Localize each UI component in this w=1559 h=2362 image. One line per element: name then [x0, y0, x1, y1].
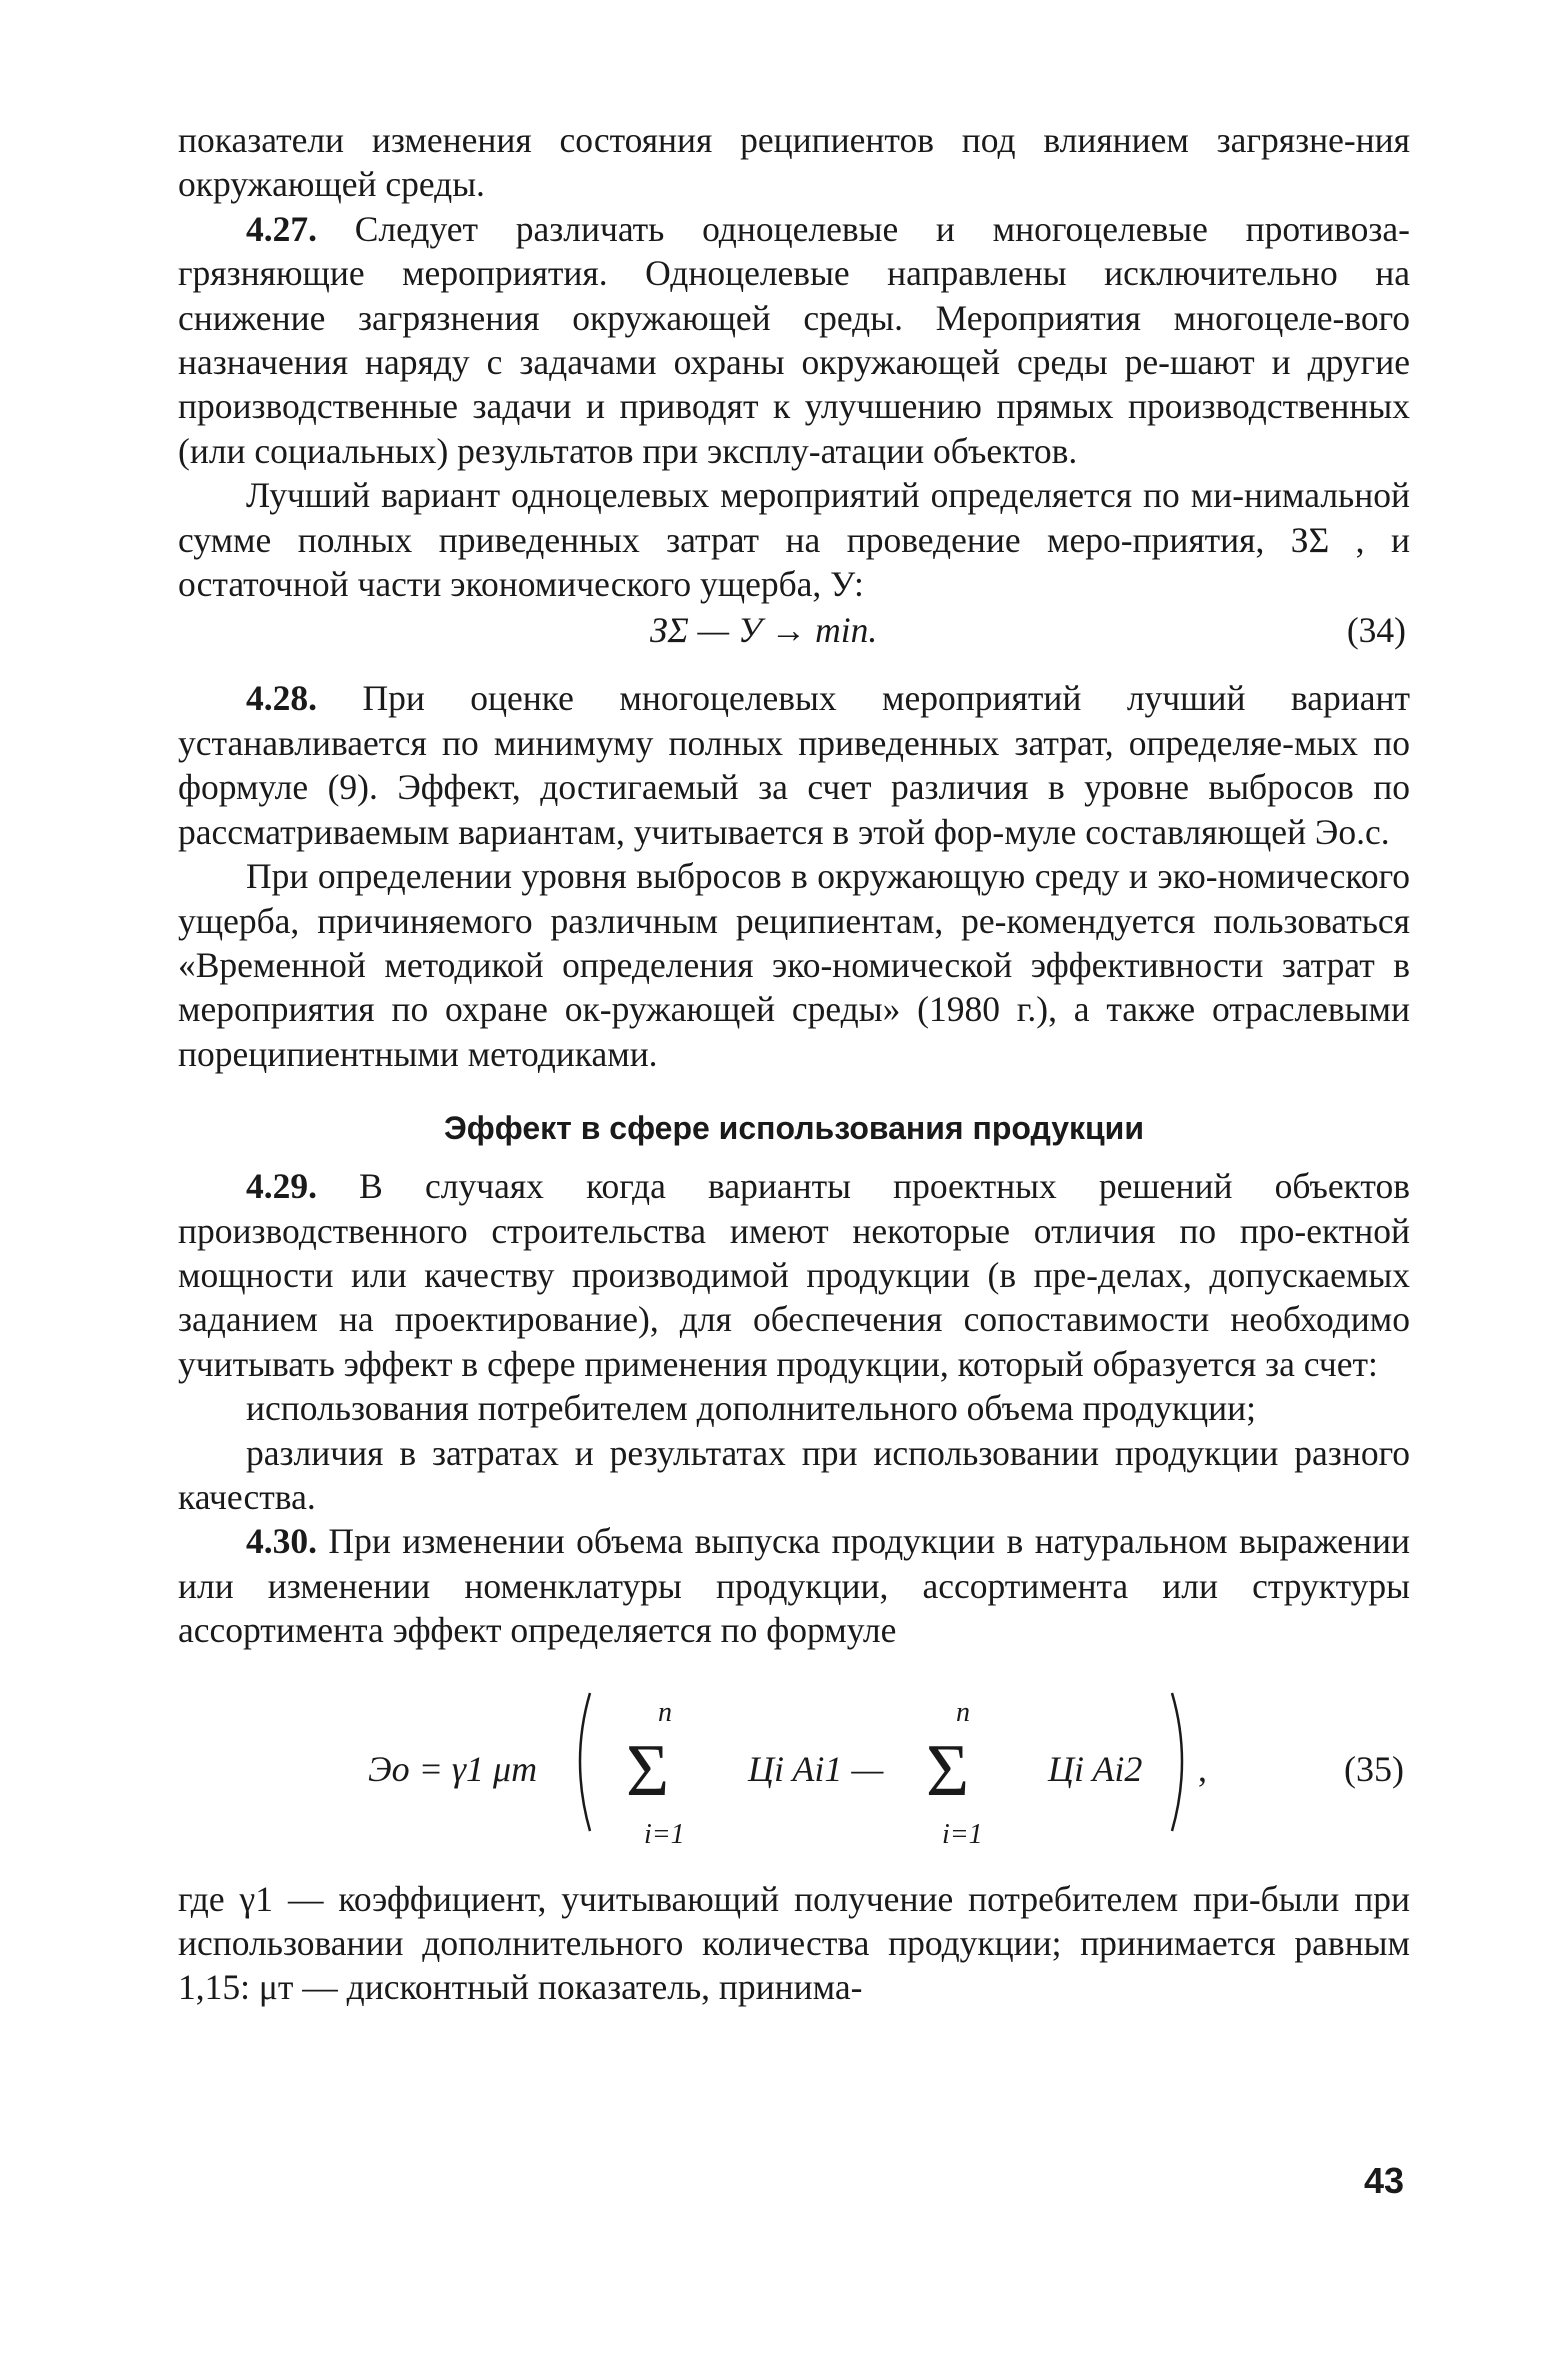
page-number: 43 — [1364, 2160, 1405, 2201]
section-number: 4.28. — [246, 678, 317, 719]
sum2-sigma: Σ — [926, 1729, 970, 1812]
sum1-lower-limit: i=1 — [644, 1818, 685, 1850]
section-4-28 — [178, 676, 1410, 854]
best-variant-paragraph: Лучший вариант одноцелевых мероприятий определяется по ми-нимальной сумме полных приведенных затрат на проведение меро-приятия, ЗΣ , и остаточной части экономического ущерба, У: — [178, 475, 1410, 605]
text-column — [178, 118, 1410, 2010]
formula-34 — [178, 608, 1410, 654]
section-number: 4.27. — [246, 208, 317, 249]
formula-lhs: Эо = γ1 μт — [368, 1748, 538, 1789]
section-text: Следует различать одноцелевые и многоцелевые противоза-грязняющие мероприятия. Одноцелевые направлены исключительно на снижение загрязнения окружающей среды. Мероприятия многоцеле-вого назначения наряду с задачами охраны окружающей среды ре-шают и другие производственные задачи и приводят к улучшению прямых производственных (или социальных) результатов при эксплу-атации объектов. — [178, 208, 1410, 471]
section-4-27 — [178, 207, 1410, 473]
section-number: 4.29. — [246, 1166, 317, 1207]
formula-term2: Цi Ai2 — [1048, 1748, 1143, 1789]
list-item: различия в затратах и результатах при использовании продукции разного качества. — [178, 1432, 1410, 1517]
list-item: использования потребителем дополнительного объема продукции; — [246, 1388, 1256, 1429]
formula-35-graphic — [178, 1663, 1410, 1863]
right-paren — [1172, 1693, 1182, 1831]
intro-paragraph: показатели изменения состояния реципиентов под влиянием загрязне-ния окружающей среды. — [178, 120, 1410, 205]
formula-35-number: (35) — [1344, 1748, 1404, 1789]
section-4-30 — [178, 1519, 1410, 1652]
where-paragraph: где γ1 — коэффициент, учитывающий получение потребителем при-были при использовании дополнительного количества продукции; принимается равным 1,15: μт — дисконтный показатель, принима- — [178, 1878, 1410, 2008]
formula-comma: , — [1198, 1748, 1207, 1789]
section-text: В случаях когда варианты проектных решений объектов производственного строительства имеют некоторые отличия по про-ектной мощности или качеству производимой продукции (в пре-делах, допускаемых заданием на проектирование), для обеспечения сопоставимости необходимо учитывать эффект в сфере применения продукции, который образуется за счет: — [178, 1166, 1410, 1384]
emissions-paragraph: При определении уровня выбросов в окружающую среду и эко-номического ущерба, причиняемого различным реципиентам, ре-комендуется пользоваться «Временной методикой определения эко-номической эффективности затрат в мероприятия по охране ок-ружающей среды» (1980 г.), а также отраслевыми пореципиентными методиками. — [178, 856, 1410, 1074]
left-paren — [580, 1693, 590, 1831]
section-number: 4.30. — [246, 1521, 317, 1562]
formula-34-expression: ЗΣ — У → min. — [650, 610, 878, 651]
section-text: При оценке многоцелевых мероприятий лучший вариант устанавливается по минимуму полных приведенных затрат, определяе-мых по формуле (9). Эффект, достигаемый за счет различия в уровне выбросов по рассматриваемым вариантам, учитывается в этой фор-муле составляющей Эо.с. — [178, 678, 1410, 852]
sum1-upper-limit: n — [658, 1696, 672, 1728]
section-text: При изменении объема выпуска продукции в натуральном выражении или изменении номенклатуры продукции, ассортимента или структуры ассортимента эффект определяется по формуле — [178, 1521, 1410, 1651]
section-4-29 — [178, 1164, 1410, 1386]
formula-34-number: (34) — [1346, 610, 1406, 651]
sum1-sigma: Σ — [626, 1729, 670, 1812]
section-heading: Эффект в сфере использования продукции — [443, 1110, 1145, 1147]
sum2-upper-limit: n — [956, 1696, 970, 1728]
sum2-lower-limit: i=1 — [942, 1818, 983, 1850]
formula-term1: Цi Ai1 — — [748, 1748, 884, 1789]
formula-35 — [178, 1663, 1410, 1863]
